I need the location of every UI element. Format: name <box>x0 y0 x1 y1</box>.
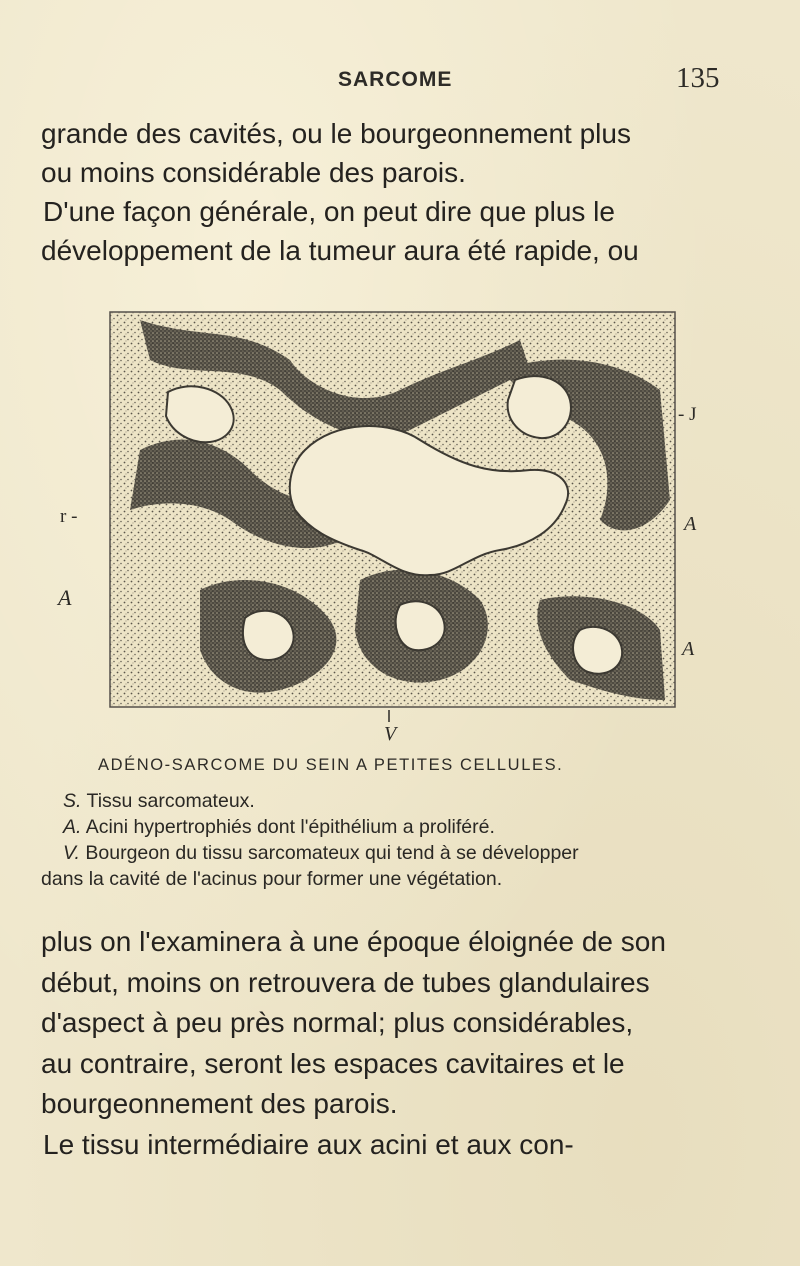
histology-illustration <box>60 300 740 775</box>
text-line: Le tissu intermédiaire aux acini et aux con- <box>43 1128 574 1160</box>
text-line: d'aspect à peu près normal; plus considérables, <box>41 1007 634 1038</box>
text-line: bourgeonnement des parois. <box>41 1088 398 1119</box>
page-number: 135 <box>676 62 720 94</box>
label-r: r - <box>60 506 78 527</box>
text-line: D'une façon générale, on peut dire que plus le <box>43 196 615 227</box>
legend-continuation: dans la cavité de l'acinus pour former une végétation. <box>41 868 503 890</box>
running-title: SARCOME <box>338 68 453 91</box>
legend-key: S. <box>63 790 82 812</box>
text-line: au contraire, seront les espaces cavitaires et le <box>41 1047 625 1079</box>
label-a-left: A <box>58 585 72 610</box>
legend-item <box>41 814 771 840</box>
text-line: grande des cavités, ou le bourgeonnement plus <box>41 118 631 149</box>
figure-legend <box>41 788 771 892</box>
legend-key: A. <box>63 816 82 838</box>
label-a-right-low: A <box>682 638 695 660</box>
body-text-top <box>41 114 769 270</box>
legend-item <box>41 788 771 814</box>
legend-text: Tissu sarcomateux. <box>81 790 255 812</box>
running-head <box>0 62 800 92</box>
label-a-right-mid: A <box>684 513 697 535</box>
text-line: développement de la tumeur aura été rapide, ou <box>41 235 639 266</box>
label-v: V <box>384 723 397 745</box>
figure-caption: ADÉNO-SARCOME DU SEIN A PETITES CELLULES. <box>98 756 564 774</box>
label-j: - J <box>678 404 697 425</box>
histology-figure <box>60 300 740 775</box>
text-line: plus on l'examinera à une époque éloignée de son <box>41 926 666 957</box>
legend-item <box>41 840 771 866</box>
legend-text: Bourgeon du tissu sarcomateux qui tend à se développer <box>79 842 579 864</box>
text-line: ou moins considérable des parois. <box>41 157 466 188</box>
legend-text: Acini hypertrophiés dont l'épithélium a proliféré. <box>81 816 495 838</box>
body-text-bottom <box>41 922 769 1165</box>
text-line: début, moins on retrouvera de tubes glandulaires <box>41 966 650 998</box>
legend-key: V. <box>63 842 80 864</box>
